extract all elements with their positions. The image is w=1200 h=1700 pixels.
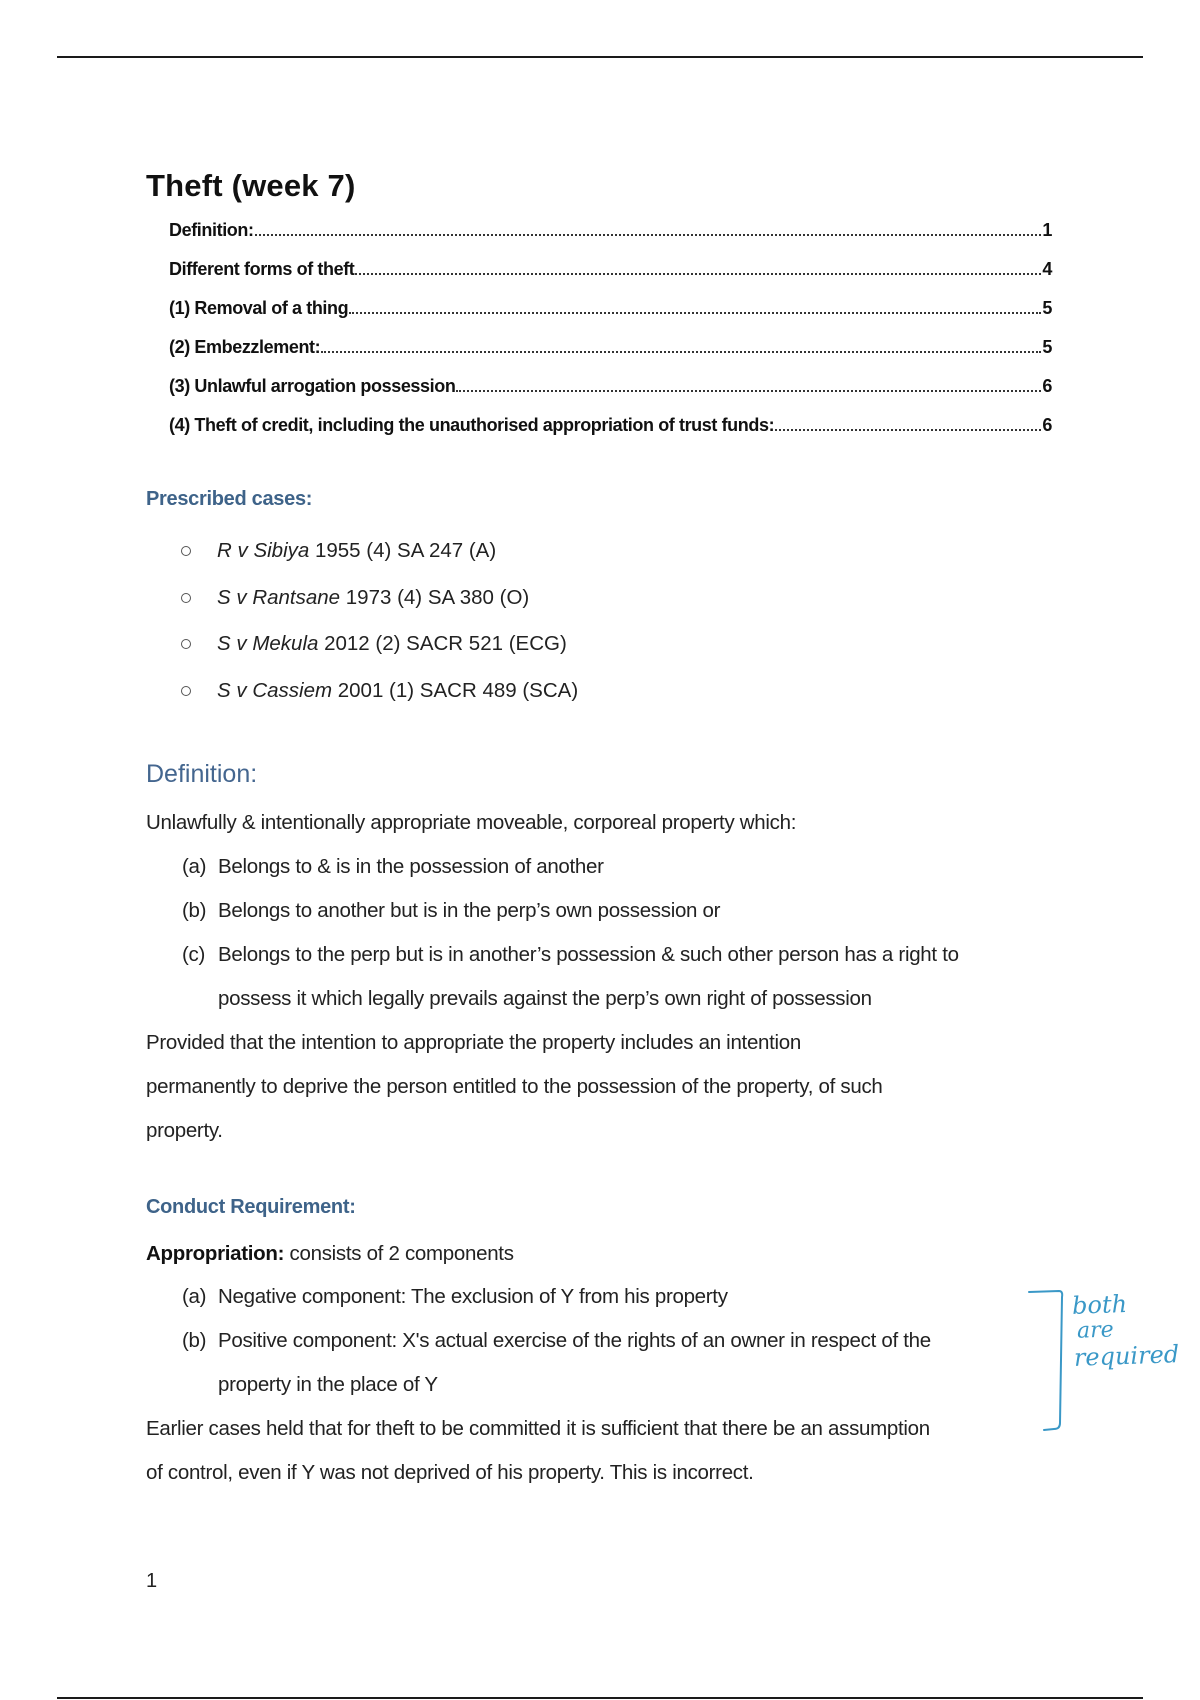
toc-label: (1) Removal of a thing: [169, 298, 349, 318]
conduct-item-a: [182, 1275, 728, 1319]
toc-leader-dots: [775, 428, 1041, 431]
list-marker: (b): [182, 1329, 207, 1352]
definition-item-a: [182, 845, 604, 889]
toc-leader-dots: [456, 389, 1041, 392]
toc-label: (4) Theft of credit, including the unauthorised appropriation of trust funds:: [169, 415, 775, 435]
toc-page-number: 1: [1042, 220, 1052, 240]
annotation-line: both: [1071, 1289, 1128, 1320]
toc-entry-different-forms[interactable]: [169, 259, 1052, 298]
annotation-line: are: [1076, 1317, 1115, 1344]
case-name: S v Mekula: [217, 632, 319, 656]
toc-leader-dots: [321, 350, 1041, 353]
appropriation-line: [146, 1232, 514, 1276]
toc-page-number: 5: [1042, 337, 1052, 357]
toc-page-number: 5: [1042, 298, 1052, 318]
case-name: R v Sibiya: [217, 539, 310, 563]
annotation-line: required: [1073, 1340, 1180, 1372]
list-marker: (a): [182, 855, 207, 878]
table-of-contents: [169, 220, 1052, 454]
list-text: Belongs to the perp but is in another’s possession & such other person has a right to: [218, 943, 959, 966]
toc-label: Definition:: [169, 220, 254, 240]
conduct-item-b: [182, 1319, 931, 1363]
toc-label: (3) Unlawful arrogation possession: [169, 376, 456, 396]
case-name: S v Cassiem: [217, 678, 333, 702]
case-citation: 2012 (2) SACR 521 (ECG): [318, 632, 567, 656]
hollow-circle-bullet-icon: [181, 686, 191, 696]
list-marker: (c): [182, 943, 206, 966]
conduct-note-line-2: of control, even if Y was not deprived of his property. This is incorrect.: [146, 1461, 754, 1484]
footer-rule: [57, 1697, 1143, 1699]
definition-item-b: [182, 889, 720, 933]
list-marker: (a): [182, 1285, 207, 1308]
toc-page-number: 4: [1042, 259, 1052, 279]
toc-leader-dots: [349, 311, 1041, 314]
document-title: Theft (week 7): [146, 168, 356, 203]
case-citation: 2001 (1) SACR 489 (SCA): [332, 678, 579, 702]
prescribed-cases-list: [181, 528, 578, 714]
definition-intro: Unlawfully & intentionally appropriate moveable, corporeal property which:: [146, 811, 797, 834]
definition-item-c-continuation: possess it which legally prevails against the perp’s own right of possession: [218, 987, 872, 1010]
toc-page-number: 6: [1042, 415, 1052, 435]
hollow-circle-bullet-icon: [181, 593, 191, 603]
conduct-note-line-1: Earlier cases held that for theft to be committed it is sufficient that there be an assumption: [146, 1417, 930, 1440]
case-name: S v Rantsane: [217, 585, 341, 609]
toc-entry-removal[interactable]: [169, 298, 1052, 337]
list-marker: (b): [182, 899, 207, 922]
toc-leader-dots: [255, 233, 1042, 236]
prescribed-cases-heading: Prescribed cases:: [146, 488, 313, 510]
list-text: Belongs to & is in the possession of another: [218, 855, 604, 878]
case-citation: 1955 (4) SA 247 (A): [309, 539, 497, 563]
header-rule: [57, 56, 1143, 58]
list-text: Belongs to another but is in the perp’s own possession or: [218, 899, 721, 922]
toc-entry-theft-of-credit[interactable]: [169, 415, 1052, 454]
page-number: 1: [146, 1570, 158, 1592]
handwritten-annotation: [1025, 1285, 1200, 1435]
toc-entry-definition[interactable]: [169, 220, 1052, 259]
toc-entry-embezzlement[interactable]: [169, 337, 1052, 376]
list-text: Positive component: X's actual exercise of the rights of an owner in respect of the: [218, 1329, 931, 1352]
appropriation-label: Appropriation:: [146, 1242, 285, 1265]
definition-proviso-line-2: permanently to deprive the person entitled to the possession of the property, of such: [146, 1075, 883, 1098]
case-item: [181, 528, 578, 575]
conduct-item-b-continuation: property in the place of Y: [218, 1373, 438, 1396]
case-citation: 1973 (4) SA 380 (O): [340, 585, 530, 609]
list-text: Negative component: The exclusion of Y from his property: [218, 1285, 728, 1308]
definition-proviso-line-3: property.: [146, 1119, 223, 1142]
definition-heading: Definition:: [146, 760, 258, 788]
toc-leader-dots: [355, 272, 1041, 275]
case-item: [181, 621, 578, 668]
case-item: [181, 575, 578, 622]
toc-label: (2) Embezzlement:: [169, 337, 321, 357]
toc-page-number: 6: [1042, 376, 1052, 396]
conduct-requirement-heading: Conduct Requirement:: [146, 1196, 356, 1218]
appropriation-text: consists of 2 components: [284, 1242, 514, 1265]
toc-label: Different forms of theft: [169, 259, 355, 279]
definition-item-c: [182, 933, 959, 977]
annotation-text: [1072, 1289, 1180, 1371]
toc-entry-unlawful-arrogation[interactable]: [169, 376, 1052, 415]
hollow-circle-bullet-icon: [181, 639, 191, 649]
hollow-circle-bullet-icon: [181, 546, 191, 556]
definition-proviso-line-1: Provided that the intention to appropriate the property includes an intention: [146, 1031, 801, 1054]
case-item: [181, 668, 578, 715]
